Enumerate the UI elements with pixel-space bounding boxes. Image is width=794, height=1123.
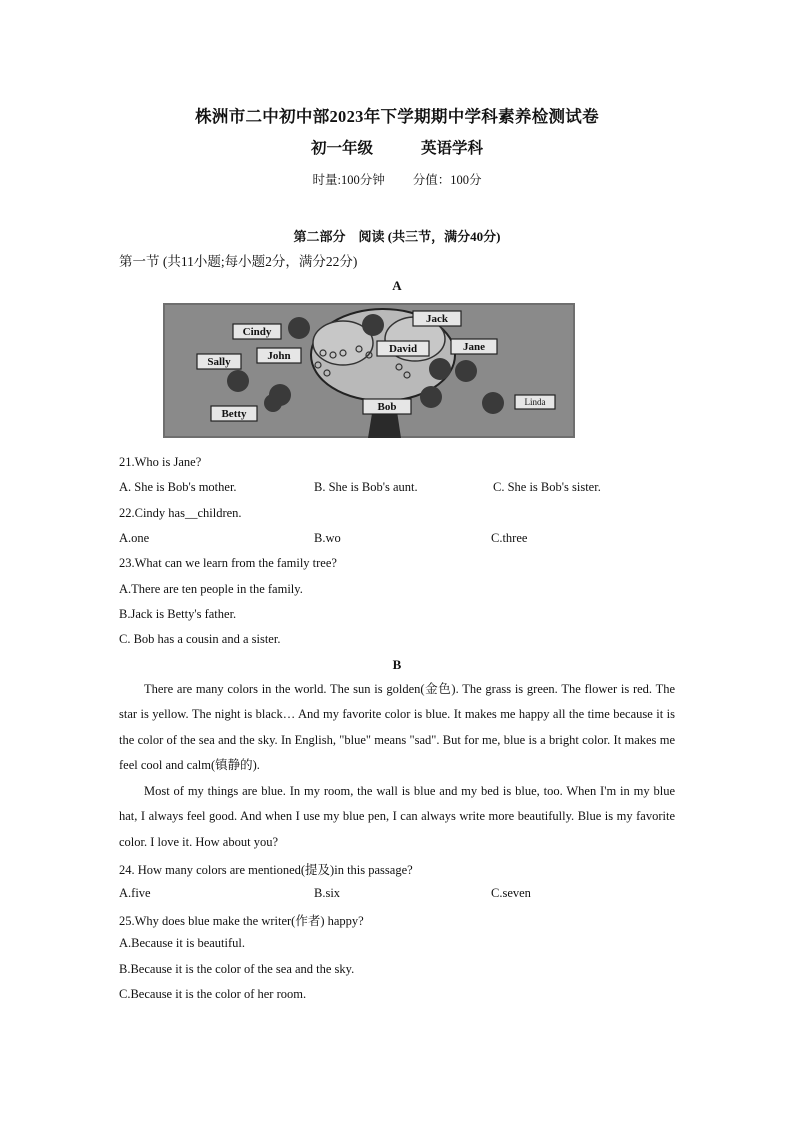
passage-b-letter: B [392, 657, 402, 672]
question-24-option-a: A.five [119, 886, 151, 900]
tree-name-bob: Bob [377, 401, 397, 413]
question-22-option-a: A.one [119, 531, 150, 545]
passage-b-paragraph-1: There are many colors in the world. The sun is golden(金色). The grass is green. The flower is red. The star is yellow. The night is black… And my favorite color is blue. It makes me happy all the time because it is the color of the sea and the sky. In English, "blue" means "sad". But for me, blue is a bright color. It makes me feel cool and calm(镇静的). [119, 682, 675, 772]
question-21-option-c: C. She is Bob's sister. [493, 480, 601, 494]
part-heading: 第二部分 阅读 (共三节，满分40分) [293, 229, 501, 244]
question-25-option-a: A.Because it is beautiful. [119, 936, 246, 950]
question-25-option-b: B.Because it is the color of the sea and the sky. [119, 962, 355, 976]
question-23-option-b: B.Jack is Betty's father. [119, 607, 237, 621]
tree-name-linda: Linda [524, 397, 546, 407]
exam-title: 株洲市二中初中部2023年下学期期中学科素养检测试卷 [195, 107, 599, 126]
tree-name-cindy: Cindy [242, 326, 272, 338]
time-label: 时量:100分钟 [312, 173, 385, 187]
grade-label: 初一年级 [310, 140, 373, 157]
passage-a-letter: A [392, 278, 402, 293]
question-21: 21.Who is Jane? [119, 455, 202, 469]
question-22: 22.Cindy has__children. [119, 506, 242, 520]
question-23-option-a: A.There are ten people in the family. [119, 582, 303, 596]
subject-label: 英语学科 [421, 140, 484, 157]
section-heading: 第一节 (共11小题;每小题2分，满分22分) [119, 254, 358, 269]
question-23: 23.What can we learn from the family tree? [119, 556, 337, 570]
question-21-option-b: B. She is Bob's aunt. [314, 480, 418, 494]
tree-name-david: David [388, 343, 418, 355]
exam-subtitle [0, 136, 794, 158]
question-21-option-a: A. She is Bob's mother. [119, 480, 237, 494]
score-label: 分值：100分 [412, 173, 482, 187]
question-24-option-b: B.six [314, 886, 341, 900]
question-24: 24. How many colors are mentioned(提及)in this passage? [119, 863, 413, 877]
question-22-option-b: B.wo [314, 531, 341, 545]
question-25: 25.Why does blue make the writer(作者) happy? [119, 914, 364, 928]
tree-name-sally: Sally [207, 356, 231, 368]
tree-name-john: John [267, 350, 291, 362]
question-22-option-c: C.three [491, 531, 528, 545]
passage-b-paragraph-2: Most of my things are blue. In my room, the wall is blue and my bed is blue, too. When I'm in my blue hat, I always feel good. And when I use my blue pen, I can always write more beautifully. Blue is my favorite color. I love it. How about you? [119, 784, 675, 849]
tree-name-betty: Betty [221, 408, 247, 420]
family-tree-image [163, 303, 575, 438]
exam-info [0, 170, 794, 188]
tree-name-jane: Jane [463, 341, 485, 353]
question-23-option-c: C. Bob has a cousin and a sister. [119, 632, 281, 646]
question-24-option-c: C.seven [491, 886, 531, 900]
tree-name-jack: Jack [426, 313, 448, 325]
question-25-option-c: C.Because it is the color of her room. [119, 987, 307, 1001]
